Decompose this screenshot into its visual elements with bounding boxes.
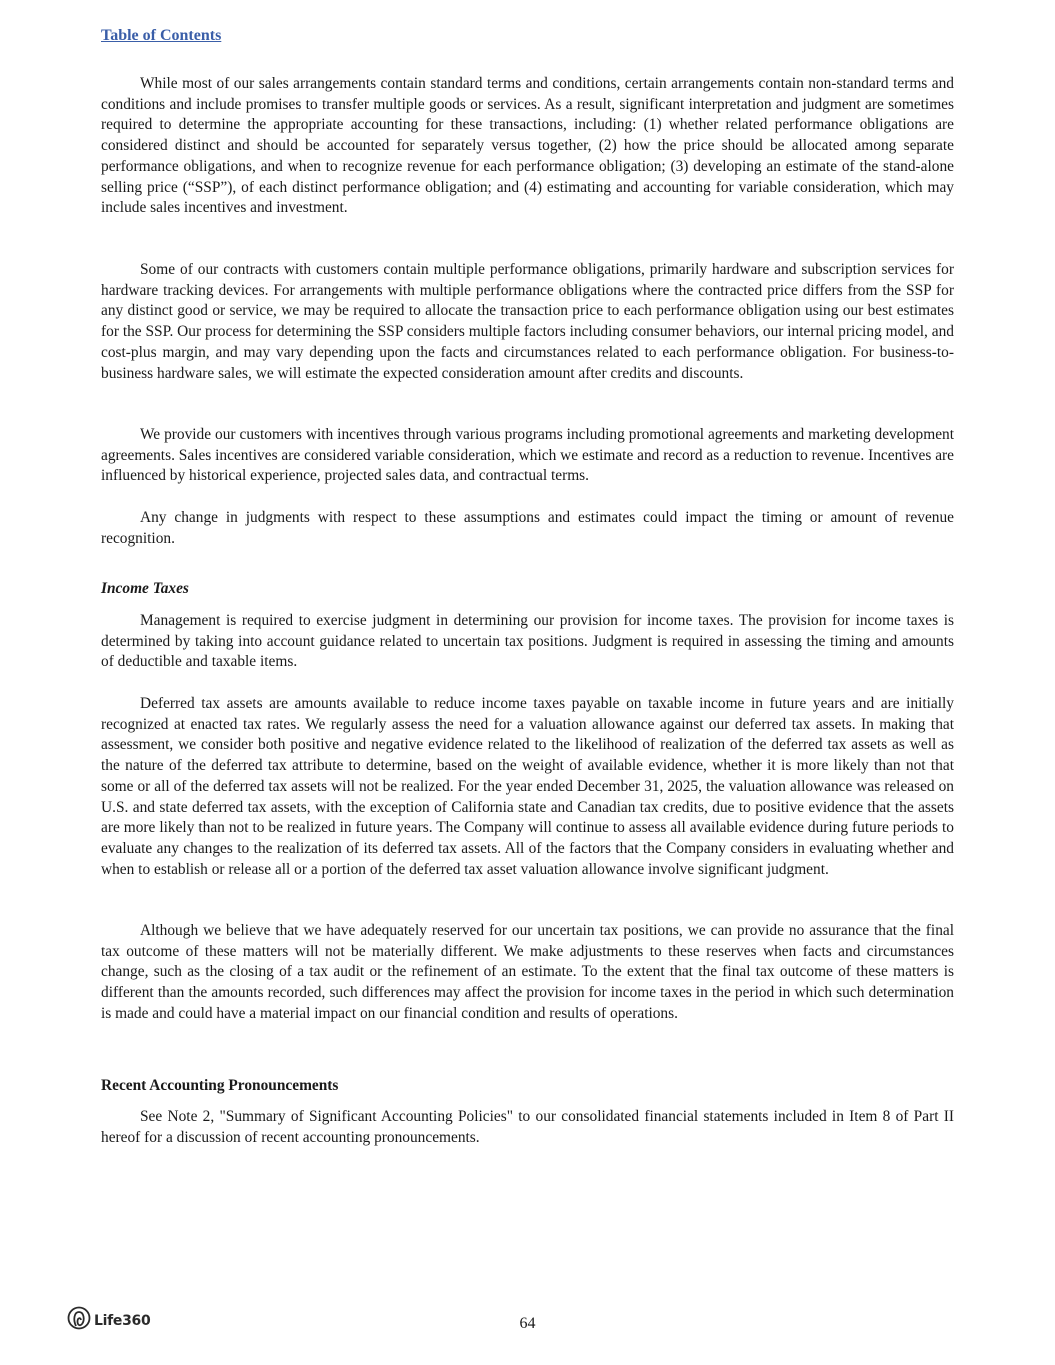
recent-pronouncements-heading: Recent Accounting Pronouncements xyxy=(101,1077,339,1094)
income-taxes-paragraph-1: Management is required to exercise judgment in determining our provision for income taxes. The provision for income taxes is determined by taking into account guidance related to uncertain tax positions. Judgment is required in assessing the timing and amounts of deductible and taxable items. xyxy=(101,612,954,671)
income-taxes-heading: Income Taxes xyxy=(101,580,189,597)
revenue-paragraph-2: Some of our contracts with customers contain multiple performance obligations, primarily hardware and subscription services for hardware tracking devices. For arrangements with multiple performance obligations where the contracted price differs from the SSP for any distinct good or service, we may be required to allocate the transaction price to each performance obligation using our best estimates for the SSP. Our process for determining the SSP considers multiple factors including consumer behaviors, our internal pricing model, and cost-plus margin, and may vary depending upon the facts and circumstances related to each performance obligation. For business-to-business hardware sales, we will estimate the expected consideration amount after credits and discounts. xyxy=(101,261,954,382)
logo-text: Life360 xyxy=(94,1312,151,1329)
revenue-paragraph-3: We provide our customers with incentives through various programs including promotional agreements and marketing development agreements. Sales incentives are considered variable consideration, which we estimate and record as a reduction to revenue. Incentives are influenced by historical experience, projected sales data, and contractual terms. xyxy=(101,426,954,485)
page-number: 64 xyxy=(519,1315,536,1332)
table-of-contents-link[interactable]: Table of Contents xyxy=(101,27,222,44)
revenue-paragraph-1: While most of our sales arrangements contain standard terms and conditions, certain arrangements contain non-standard terms and conditions and include promises to transfer multiple goods or services. As a result, significant interpretation and judgment are sometimes required to determine the appropriate accounting for these transactions, including: (1) whether related performance obligations are considered distinct and should be accounted for separately versus together, (2) how the price should be allocated among separate performance obligations, and when to recognize revenue for each performance obligation; (3) developing an estimate of the stand-alone selling price (“SSP”), of each distinct performance obligation; and (4) estimating and accounting for variable consideration, which may include sales incentives and investment. xyxy=(101,75,954,217)
recent-pronouncements-paragraph: See Note 2, "Summary of Significant Accounting Policies" to our consolidated financial statements included in Item 8 of Part II hereof for a discussion of recent accounting pronouncements. xyxy=(101,1108,954,1146)
income-taxes-paragraph-2: Deferred tax assets are amounts available to reduce income taxes payable on taxable income in future years and are initially recognized at enacted tax rates. We regularly assess the need for a valuation allowance against our deferred tax assets. In making that assessment, we consider both positive and negative evidence related to the likelihood of realization of the deferred tax assets as well as the nature of the deferred tax attribute to determine, based on the weight of available evidence, whether it is more likely than not that some or all of the deferred tax assets will not be realized. For the year ended December 31, 2025, the valuation allowance was released on U.S. and state deferred tax assets, with the exception of California state and Canadian tax credits, due to positive evidence that the assets are more likely than not to be realized in future years. The Company will continue to assess all available evidence during future periods to evaluate any changes to the realization of its deferred tax assets. All of the factors that the Company considers in evaluating whether and when to establish or release all or a portion of the deferred tax asset valuation allowance involve significant judgment. xyxy=(101,695,954,878)
income-taxes-paragraph-3: Although we believe that we have adequately reserved for our uncertain tax positions, we can provide no assurance that the final tax outcome of these matters will not be materially different. We make adjustments to these reserves when facts and circumstances change, such as the closing of a tax audit or the refinement of an estimate. To the extent that the final tax outcome of these matters is different than the amounts recorded, such differences may affect the provision for income taxes in the period in which such determination is made and could have a material impact on our financial condition and results of operations. xyxy=(101,922,954,1022)
revenue-paragraph-4: Any change in judgments with respect to these assumptions and estimates could impact the timing or amount of revenue recognition. xyxy=(101,509,954,547)
